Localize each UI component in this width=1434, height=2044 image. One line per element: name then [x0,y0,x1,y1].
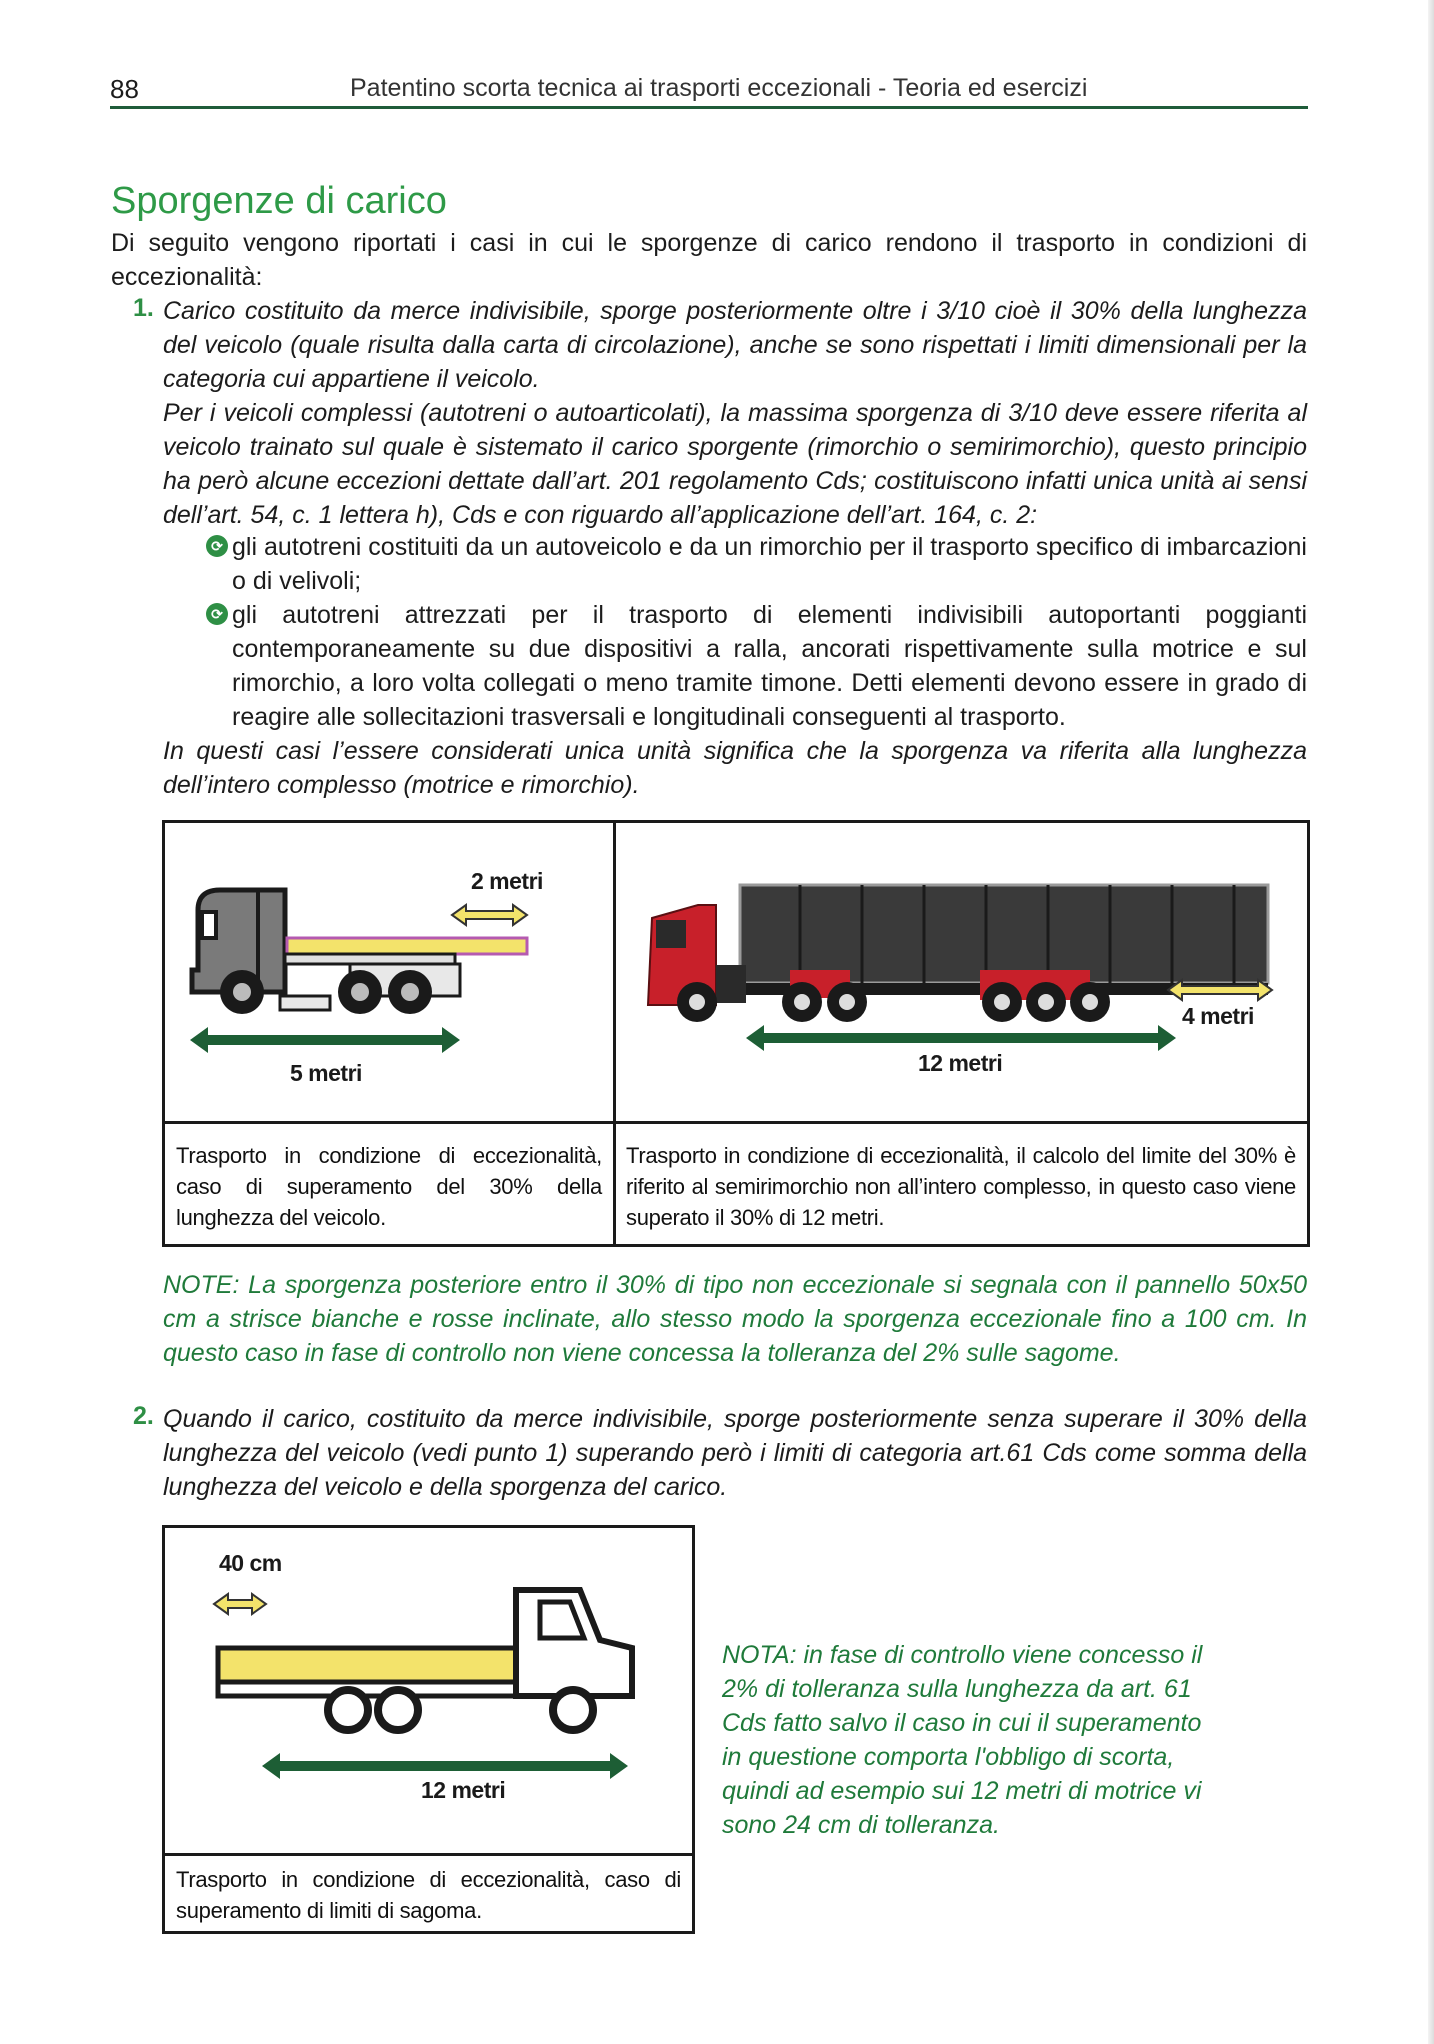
figure1-divider-horizontal [162,1121,1310,1124]
section-intro: Di seguito vengono riportati i casi in cui le sporgenze di carico rendono il trasporto in condizioni di eccezionalità: [111,229,1307,291]
item1-bullet-1: gli autotreni costituiti da un autoveicolo e da un rimorchio per il trasporto specifico di imbarcazioni o di velivoli; [232,533,1307,595]
item2-text: Quando il carico, costituito da merce indivisibile, sporge posteriormente senza superare il 30% della lunghezza del veicolo (vedi punto 1) superando però i limiti di categoria art.61 Cds come somma della lunghezza del veicolo e della sporgenza del carico. [163,1405,1307,1501]
header-rule [110,106,1308,109]
figure1-left-caption: Trasporto in condizione di eccezionalità, caso di superamento del 30% della lunghezza del veicolo. [176,1143,602,1230]
bullet-icon: ⟳ [206,535,228,557]
note-1: NOTE: La sporgenza posteriore entro il 30% di tipo non eccezionale si segnala con il pannello 50x50 cm a strisce bianche e rosse inclinate, allo stesso modo la sporgenza eccezionale fino a 100 cm. In questo caso in fase di controllo non viene concessa la tolleranza del 2% sulle sagome. [163,1271,1307,1367]
running-title: Patentino scorta tecnica ai trasporti eccezionali - Teoria ed esercizi [350,74,1088,102]
dim-label-length: 12 metri [421,1777,506,1803]
figure2-divider-horizontal [162,1853,695,1856]
dim-label-overhang: 40 cm [219,1550,282,1576]
item1-text-a: Carico costituito da merce indivisibile, sporge posteriormente oltre i 3/10 cioè il 30% della lunghezza del veicolo (quale risulta dalla carta di circolazione), anche se sono rispettati i limiti dimensionali per la categoria cui appartiene il veicolo. [163,297,1307,393]
dim-label-overhang: 4 metri [1182,1003,1254,1029]
page-number: 88 [110,74,139,104]
item1-bullet-2: gli autotreni attrezzati per il trasporto di elementi indivisibili autoportanti poggianti contemporaneamente su due dispositivi a ralla, ancorati rispettivamente sulla motrice e sul rimorchio, a loro volta collegati o meno tramite timone. Detti elementi devono essere in grado di reagire alle sollecitazioni trasversali e longitudinali conseguenti al trasporto. [232,601,1307,731]
section-title: Sporgenze di carico [111,180,447,222]
semitrailer-truck-illustration [640,870,1280,1070]
note-2: NOTA: in fase di controllo viene concesso il 2% di tolleranza sulla lunghezza da art. 61 Cds fatto salvo il caso in cui il superamento in questione comporta l'obbligo di scorta, quindi ad esempio sui 12 metri di motrice vi sono 24 cm di tolleranza. [722,1641,1203,1839]
item1-text-b: Per i veicoli complessi (autotreni o autoarticolati), la massima sporgenza di 3/10 deve essere riferita al veicolo trainato sul quale è sistemato il carico sporgente (rimorchio o semirimorchio), questo principio ha però alcune eccezioni dettate dall’art. 201 regolamento Cds; costituiscono infatti unica unità ai sensi dell’art. 54, c. 1 lettera h), Cds e con riguardo all’applicazione dell’art. 164, c. 2: [163,399,1307,529]
figure1-divider-vertical [613,820,616,1247]
page-edge-shadow [1428,0,1434,2044]
item1-text-c: In questi casi l’essere considerati unica unità significa che la sporgenza va riferita alla lunghezza dell’intero complesso (motrice e rimorchio). [163,737,1307,799]
item2-number: 2. [133,1402,154,1430]
bullet-icon: ⟳ [206,603,228,625]
dim-label-length: 5 metri [290,1060,362,1086]
dim-label-overhang: 2 metri [471,868,543,894]
flatbed-truck-illustration [200,1580,660,1800]
figure2-caption: Trasporto in condizione di eccezionalità, caso di superamento di limiti di sagoma. [176,1867,681,1923]
figure1-right-caption: Trasporto in condizione di eccezionalità, il calcolo del limite del 30% è riferito al semirimorchio non all’intero complesso, in questo caso viene superato il 30% di 12 metri. [626,1143,1296,1230]
dim-label-length: 12 metri [918,1050,1003,1076]
item1-number: 1. [133,294,154,322]
running-header [110,70,1308,110]
